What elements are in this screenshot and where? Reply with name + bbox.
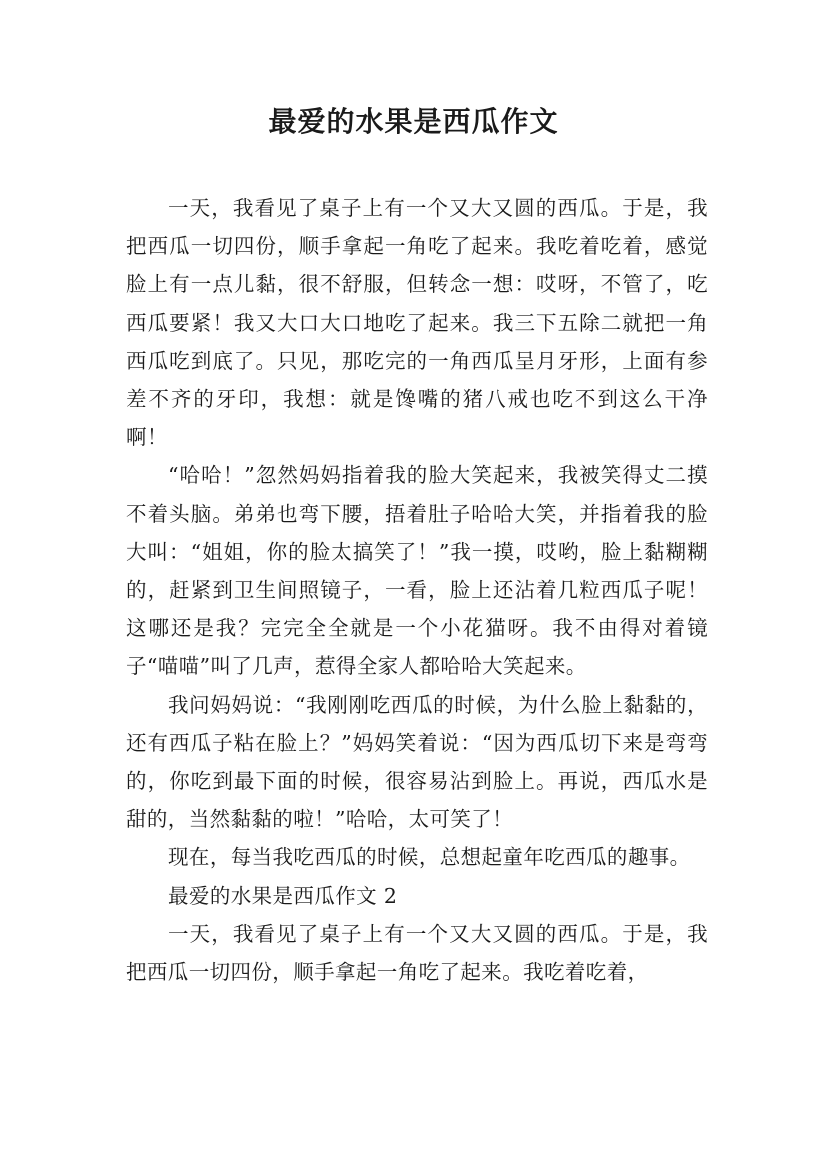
paragraph-4: 现在，每当我吃西瓜的时候，总想起童年吃西瓜的趣事。	[168, 845, 691, 870]
paragraph-3: 我问妈妈说：“我刚刚吃西瓜的时候，为什么脸上黏黏的，还有西瓜子粘在脸上？”妈妈笑着说：“因为西瓜切下来是弯弯的，你吃到最下面的时候，很容易沾到脸上。再说，西瓜水是甜的，当然黏黏的啦！”哈哈，太可笑了！	[126, 692, 708, 832]
document-title: 最爱的水果是西瓜作文	[268, 105, 559, 138]
paragraph-2: “哈哈！”忽然妈妈指着我的脸大笑起来，我被笑得丈二摸不着头脑。弟弟也弯下腰，捂着肚子哈哈大笑，并指着我的脸大叫：“姐姐，你的脸太搞笑了！”我一摸，哎哟，脸上黏糊糊的，赶紧到卫生间照镜子，一看，脸上还沾着几粒西瓜子呢！这哪还是我？完完全全就是一个小花猫呀。我不由得对着镜子“喵喵”叫了几声，惹得全家人都哈哈大笑起来。	[126, 463, 708, 679]
document-body	[126, 189, 708, 991]
paragraph-1: 一天，我看见了桌子上有一个又大又圆的西瓜。于是，我把西瓜一切四份，顺手拿起一角吃了起来。我吃着吃着，感觉脸上有一点儿黏，很不舒服，但转念一想：哎呀，不管了，吃西瓜要紧！我又大口大口地吃了起来。我三下五除二就把一角西瓜吃到底了。只见，那吃完的一角西瓜呈月牙形，上面有参差不齐的牙印，我想：就是馋嘴的猪八戒也吃不到这么干净啊！	[126, 196, 708, 450]
section-heading-2: 最爱的水果是西瓜作文 2	[168, 883, 398, 908]
paragraph-5: 一天，我看见了桌子上有一个又大又圆的西瓜。于是，我把西瓜一切四份，顺手拿起一角吃了起来。我吃着吃着，	[126, 921, 708, 985]
